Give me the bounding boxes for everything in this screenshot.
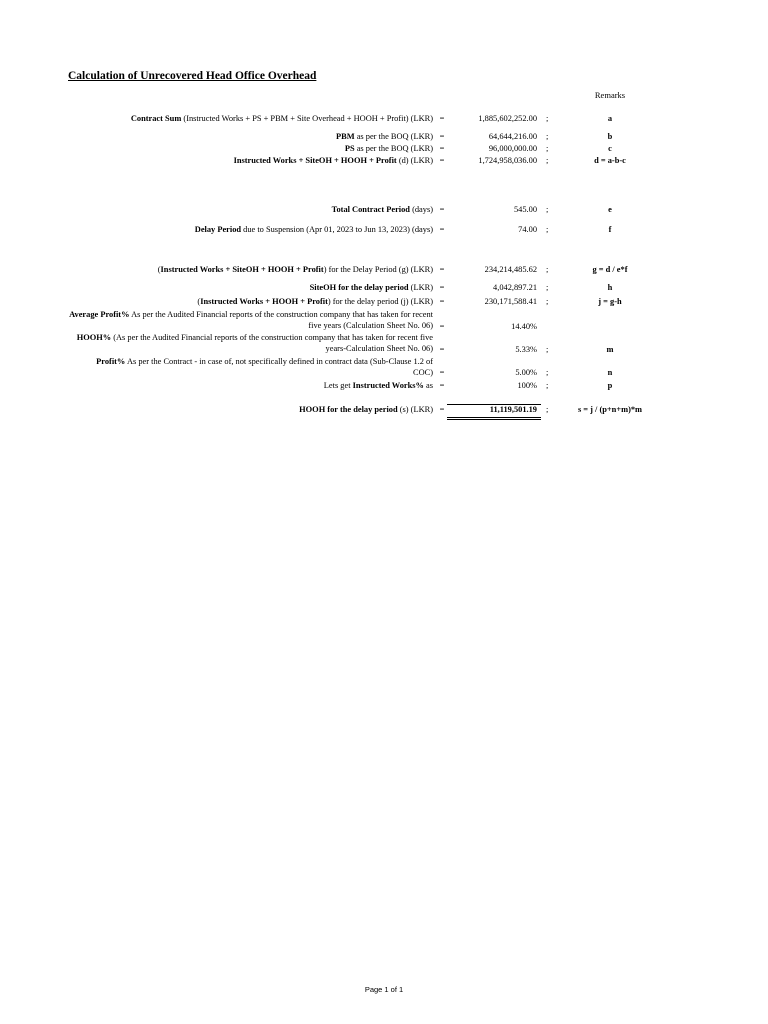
contract-sum-value: 1,885,602,252.00 xyxy=(478,114,537,123)
total-contract-period-label: Total Contract Period (days) xyxy=(331,205,433,214)
pbm-value: 64,644,216.00 xyxy=(488,132,537,141)
instructed-works-value: 1,724,958,036.00 xyxy=(478,156,537,165)
instructed-works-semicolon: ; xyxy=(546,156,549,165)
hooh-pct-remark: m xyxy=(606,345,614,354)
instructed-pct-eq: = xyxy=(439,381,445,390)
delay-period-remark: f xyxy=(608,225,612,234)
contract-sum-semicolon: ; xyxy=(546,114,549,123)
instructed-hooh-eq: = xyxy=(439,297,445,306)
instructed-works-label: Instructed Works + SiteOH + HOOH + Profit (d) (LKR) xyxy=(233,156,433,165)
site-oh-remark: h xyxy=(607,283,613,292)
page-footer: Page 1 of 1 xyxy=(364,985,404,994)
profit-pct-value: 5.00% xyxy=(515,368,537,377)
instructed-pct-remark: p xyxy=(607,381,613,390)
hooh-pct-label: HOOH% (As per the Audited Financial reports of the construction company that has taken for recent five years-Calculation Sheet No. 06) xyxy=(76,333,433,353)
pbm-semicolon: ; xyxy=(546,132,549,141)
hooh-delay-semicolon: ; xyxy=(546,405,549,414)
site-oh-label: SiteOH for the delay period (LKR) xyxy=(309,283,433,292)
profit-pct-label: Profit% As per the Contract - in case of, not specifically defined in contract data (Sub-Clause 1.2 of COC) xyxy=(96,357,433,377)
profit-pct-semicolon: ; xyxy=(546,368,549,377)
total-contract-period-eq: = xyxy=(439,205,445,214)
avg-profit-label: Average Profit% As per the Audited Financial reports of the construction company that has taken for recent five years (Calculation Sheet No. 06) xyxy=(69,310,433,330)
site-oh-value: 4,042,897.21 xyxy=(493,283,537,292)
instructed-hooh-semicolon: ; xyxy=(546,297,549,306)
profit-pct-eq: = xyxy=(439,368,445,377)
hooh-delay-label: HOOH for the delay period (s) (LKR) xyxy=(299,405,433,414)
pbm-label: PBM as per the BOQ (LKR) xyxy=(336,132,433,141)
ps-label: PS as per the BOQ (LKR) xyxy=(344,144,433,153)
hooh-delay-remark: s = j / (p+n+m)*m xyxy=(577,405,643,414)
delay-amount-label: (Instructed Works + SiteOH + HOOH + Profit) for the Delay Period (g) (LKR) xyxy=(157,265,433,274)
avg-profit-value: 14.40% xyxy=(511,322,537,331)
contract-sum-label: Contract Sum (Instructed Works + PS + PBM + Site Overhead + HOOH + Profit) (LKR) xyxy=(130,114,433,123)
instructed-works-remark: d = a-b-c xyxy=(594,156,626,165)
instructed-works-eq: = xyxy=(439,156,445,165)
hooh-pct-value: 5.33% xyxy=(515,345,537,354)
avg-profit-eq: = xyxy=(439,322,445,331)
profit-pct-remark: n xyxy=(607,368,613,377)
delay-amount-eq: = xyxy=(439,265,445,274)
hooh-delay-value: 11,119,501.19 xyxy=(489,405,537,414)
hooh-delay-eq: = xyxy=(439,405,445,414)
instructed-pct-semicolon: ; xyxy=(546,381,549,390)
document-title: Calculation of Unrecovered Head Office Overhead xyxy=(68,70,317,82)
remarks-header: Remarks xyxy=(594,90,626,100)
total-contract-period-remark: e xyxy=(608,205,612,214)
contract-sum-eq: = xyxy=(439,114,445,123)
site-oh-eq: = xyxy=(439,283,445,292)
instructed-pct-label: Lets get Instructed Works% as xyxy=(323,381,433,390)
delay-amount-remark: g = d / e*f xyxy=(592,265,628,274)
hooh-pct-semicolon: ; xyxy=(546,345,549,354)
hooh-pct-eq: = xyxy=(439,345,445,354)
instructed-pct-value: 100% xyxy=(517,381,537,390)
pbm-eq: = xyxy=(439,132,445,141)
delay-period-semicolon: ; xyxy=(546,225,549,234)
delay-period-label: Delay Period due to Suspension (Apr 01, 2023 to Jun 13, 2023) (days) xyxy=(194,225,433,234)
contract-sum-remark: a xyxy=(607,114,613,123)
delay-amount-value: 234,214,485.62 xyxy=(484,265,537,274)
delay-amount-semicolon: ; xyxy=(546,265,549,274)
pbm-remark: b xyxy=(607,132,613,141)
ps-value: 96,000,000.00 xyxy=(488,144,537,153)
delay-period-value: 74.00 xyxy=(518,225,537,234)
instructed-hooh-label: (Instructed Works + HOOH + Profit) for the delay period (j) (LKR) xyxy=(197,297,433,306)
delay-period-eq: = xyxy=(439,225,445,234)
ps-semicolon: ; xyxy=(546,144,549,153)
ps-remark: c xyxy=(608,144,612,153)
total-contract-period-semicolon: ; xyxy=(546,205,549,214)
total-contract-period-value: 545.00 xyxy=(513,205,537,214)
site-oh-semicolon: ; xyxy=(546,283,549,292)
instructed-hooh-value: 230,171,588.41 xyxy=(484,297,537,306)
instructed-hooh-remark: j = g-h xyxy=(598,297,622,306)
ps-eq: = xyxy=(439,144,445,153)
